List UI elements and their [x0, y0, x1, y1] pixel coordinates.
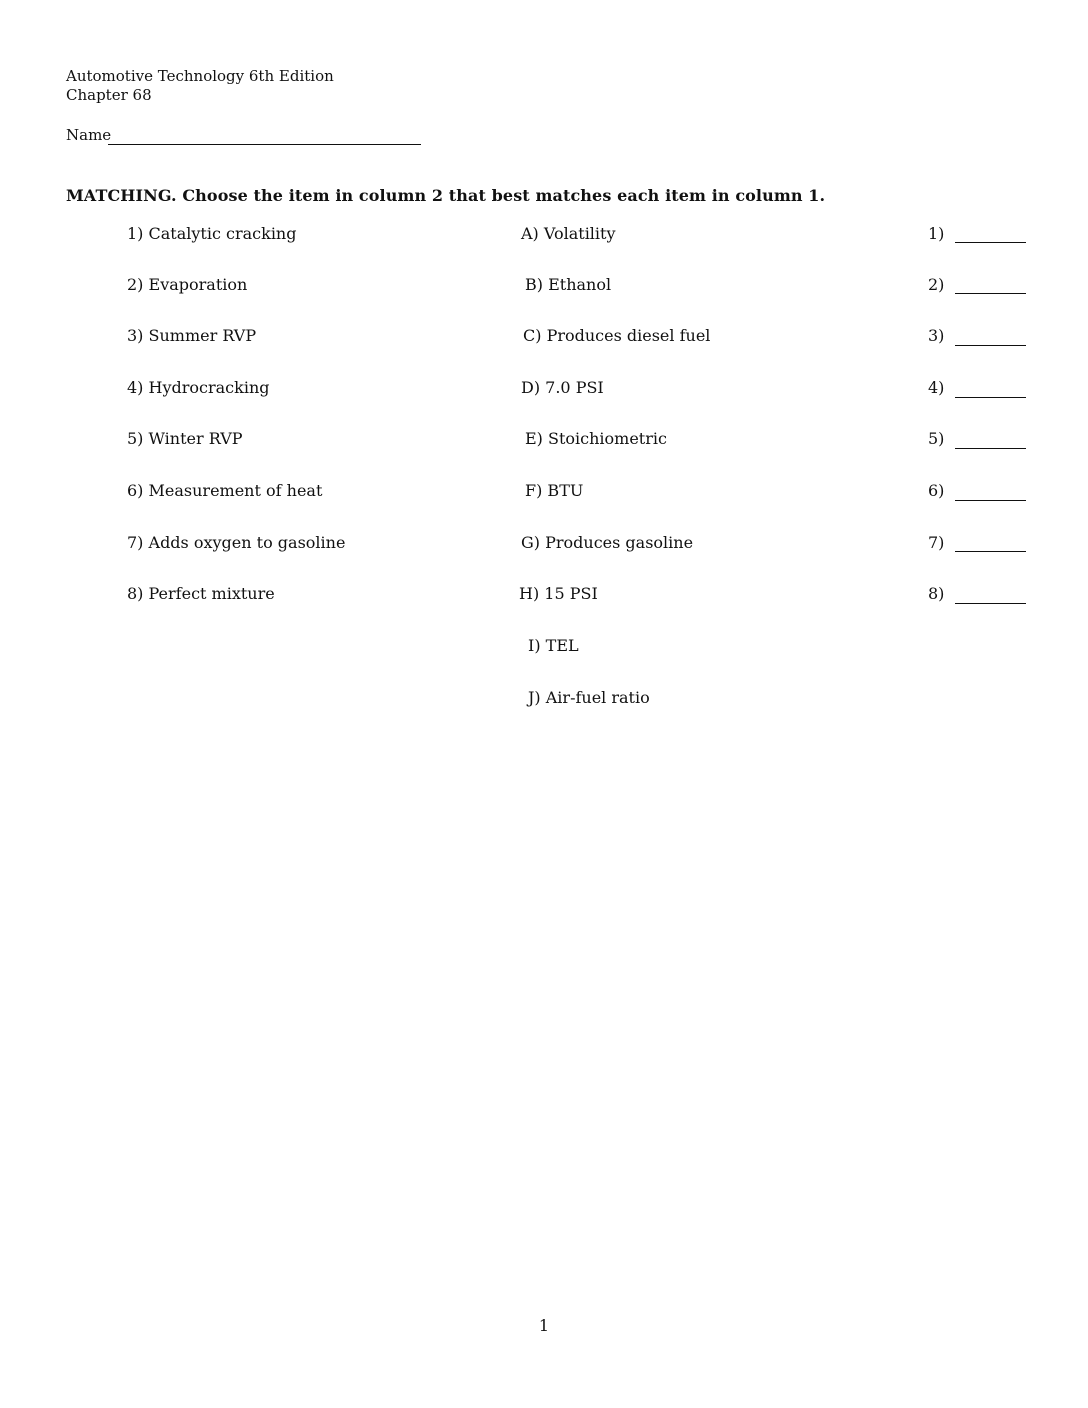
answer-blank[interactable] [955, 345, 1026, 346]
answer-blank[interactable] [955, 500, 1026, 501]
column2-item: F) BTU [525, 481, 584, 500]
column2-item: I) TEL [528, 636, 579, 655]
name-label: Name [66, 126, 112, 144]
column2-item: H) 15 PSI [519, 584, 598, 603]
chapter-label: Chapter 68 [66, 86, 152, 104]
column1-item: 3) Summer RVP [127, 326, 257, 345]
answer-blank[interactable] [955, 397, 1026, 398]
answer-blank[interactable] [955, 293, 1026, 294]
answer-label: 2) [928, 275, 945, 294]
column1-item: 8) Perfect mixture [127, 584, 275, 603]
column1-item: 6) Measurement of heat [127, 481, 323, 500]
answer-blank[interactable] [955, 242, 1026, 243]
column2-item: E) Stoichiometric [525, 429, 667, 448]
column2-item: D) 7.0 PSI [521, 378, 604, 397]
column2-item: G) Produces gasoline [521, 533, 694, 552]
column1-item: 2) Evaporation [127, 275, 248, 294]
column2-item: C) Produces diesel fuel [523, 326, 711, 345]
column2-item: J) Air-fuel ratio [528, 688, 650, 707]
column2-item: B) Ethanol [525, 275, 612, 294]
page-number: 1 [538, 1316, 550, 1335]
column1-item: 4) Hydrocracking [127, 378, 270, 397]
answer-label: 1) [928, 224, 945, 243]
answer-label: 3) [928, 326, 945, 345]
matching-instructions: MATCHING. Choose the item in column 2 that best matches each item in column 1. [66, 186, 826, 205]
name-field[interactable] [108, 144, 421, 145]
answer-label: 7) [928, 533, 945, 552]
column1-item: 7) Adds oxygen to gasoline [127, 533, 346, 552]
answer-blank[interactable] [955, 448, 1026, 449]
column1-item: 5) Winter RVP [127, 429, 243, 448]
answer-blank[interactable] [955, 551, 1026, 552]
answer-label: 4) [928, 378, 945, 397]
answer-label: 6) [928, 481, 945, 500]
book-title: Automotive Technology 6th Edition [66, 67, 334, 85]
answer-label: 8) [928, 584, 945, 603]
column1-item: 1) Catalytic cracking [127, 224, 297, 243]
answer-label: 5) [928, 429, 945, 448]
column2-item: A) Volatility [521, 224, 616, 243]
answer-blank[interactable] [955, 603, 1026, 604]
